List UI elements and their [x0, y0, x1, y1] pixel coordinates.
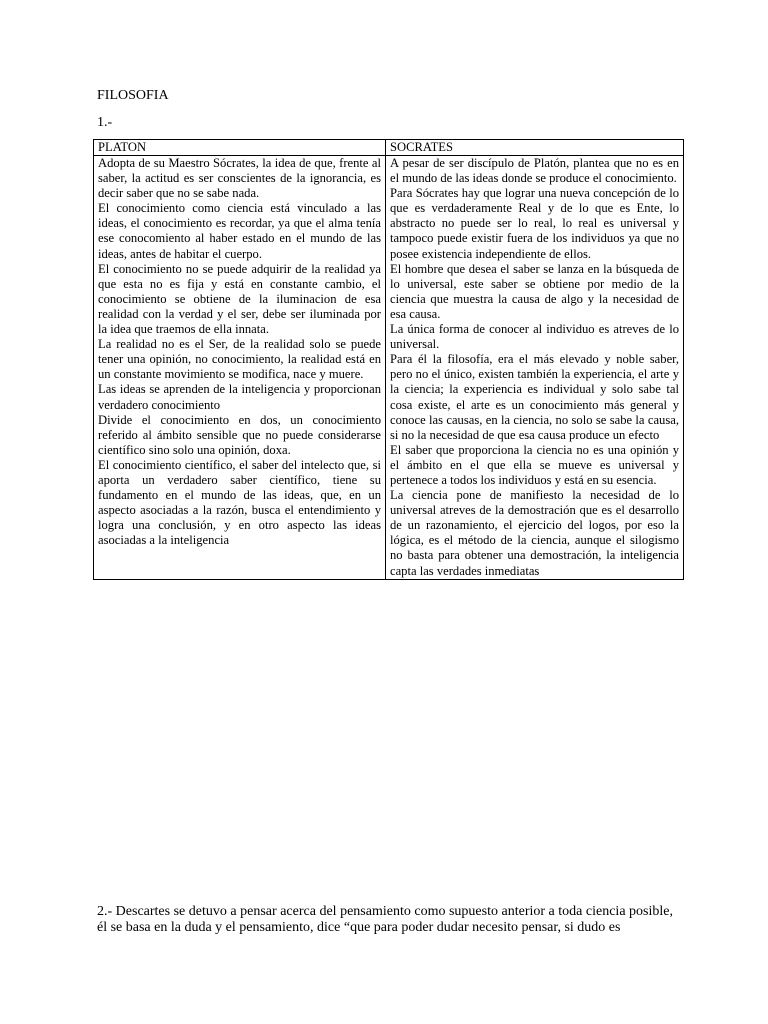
- table-header-row: [94, 140, 684, 156]
- socrates-cell: [386, 156, 684, 580]
- socrates-paragraph: La única forma de conocer al individuo es atreves de lo universal.: [390, 322, 679, 352]
- socrates-paragraph: La ciencia pone de manifiesto la necesidad de lo universal atreves de la demostración que es el desarrollo de un razonamiento, el ejercicio del logos, por eso la lógica, es el método de la ciencia, aunque el silogismo no basta para obtener una demostración, la inteligencia capta las verdades inmediatas: [390, 488, 679, 578]
- platon-paragraph: Adopta de su Maestro Sócrates, la idea de que, frente al saber, la actitud es ser conscientes de la ignorancia, es decir saber que no se sabe nada.: [98, 156, 381, 201]
- platon-cell: [94, 156, 386, 580]
- socrates-paragraph: Para él la filosofía, era el más elevado y noble saber, pero no el único, existen también la experiencia, el arte y la ciencia; la experiencia es individual y solo sabe tal cosa existe, el arte es un conocimiento más general y conoce las causas, en la ciencia, no solo se sabe la causa, si no la necesidad de que esa causa produce un efecto: [390, 352, 679, 442]
- header-socrates: SOCRATES: [386, 140, 684, 156]
- socrates-paragraph: El hombre que desea el saber se lanza en la búsqueda de lo universal, este saber se obtiene por medio de la ciencia que muestra la causa de algo y la necesidad de esa causa.: [390, 261, 679, 321]
- socrates-paragraph: A pesar de ser discípulo de Platón, plantea que no es en el mundo de las ideas donde se produce el conocimiento.: [390, 156, 679, 186]
- socrates-paragraph: Para Sócrates hay que lograr una nueva concepción de lo que es verdaderamente Real y de lo que es Ente, lo abstracto no puede ser lo real, lo real es universal y tampoco puede existir fuera de los individuos ya que no posee existencia independiente de ellos.: [390, 186, 679, 261]
- platon-paragraph: Las ideas se aprenden de la inteligencia y proporcionan verdadero conocimiento: [98, 382, 381, 412]
- table-row: [94, 156, 684, 580]
- document-title: FILOSOFIA: [97, 88, 169, 103]
- platon-paragraph: El conocimiento científico, el saber del intelecto que, si aporta un verdadero saber científico, tiene su fundamento en el mundo de las ideas, que, en un aspecto asociadas a la razón, busca el entendimiento y logra una conclusión, y en otro aspecto las ideas asociadas a la inteligencia: [98, 457, 381, 548]
- socrates-paragraph: El saber que proporciona la ciencia no es una opinión y el ámbito en el que ella se mueve es universal y pertenece a todos los individuos y está en su esencia.: [390, 442, 679, 487]
- platon-paragraph: Divide el conocimiento en dos, un conocimiento referido al ámbito sensible que no puede considerarse científico sino solo una opinión, doxa.: [98, 412, 381, 457]
- platon-paragraph: El conocimiento no se puede adquirir de la realidad ya que esta no es fija y está en constante cambio, el conocimiento se obtiene de la iluminacion de esa realidad con la verdad y el ser, debe ser iluminada por la idea que traemos de ella innata.: [98, 261, 381, 337]
- section-2-paragraph: 2.- Descartes se detuvo a pensar acerca del pensamiento como supuesto anterior a toda ciencia posible, él se basa en la duda y el pensamiento, dice “que para poder dudar necesito pensar, si dudo es: [97, 904, 673, 935]
- platon-paragraph: La realidad no es el Ser, de la realidad solo se puede tener una opinión, no conocimiento, la realidad está en un constante movimiento se modifica, nace y muere.: [98, 337, 381, 382]
- header-platon: PLATON: [94, 140, 386, 156]
- platon-paragraph: El conocimiento como ciencia está vinculado a las ideas, el conocimiento es recordar, ya que el alma tenía ese conocomiento al haber estado en el mundo de las ideas, antes de habitar el cuerpo.: [98, 201, 381, 261]
- comparison-table: [93, 139, 684, 580]
- section-1-number: 1.-: [97, 115, 113, 130]
